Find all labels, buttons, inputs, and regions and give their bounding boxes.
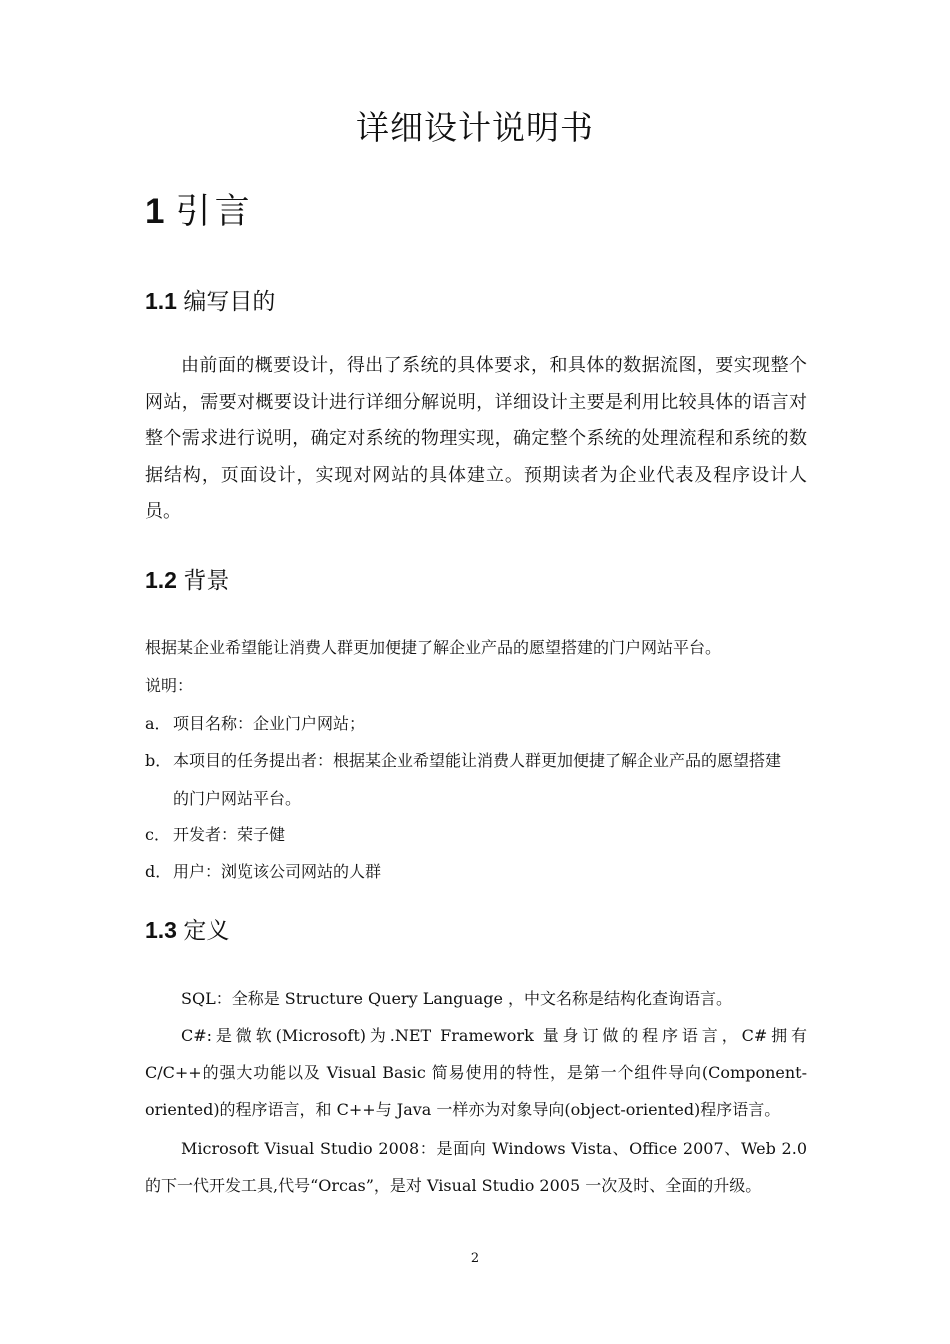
definition-csharp: C#:是微软(Microsoft)为.NET Framework 量身订做的程序语言，C#拥有 C/C++的强大功能以及 Visual Basic 简易使用的特性，是第一个组件导向(Component-oriented)的程序语言，和 C++与 Java 一样亦为对象导向(object-oriented)程序语言。: [145, 1026, 807, 1119]
list-item-b: [145, 748, 815, 771]
section-1-1-body: 由前面的概要设计，得出了系统的具体要求，和具体的数据流图，要实现整个网站，需要对概要设计进行详细分解说明，详细设计主要是利用比较具体的语言对整个需求进行说明，确定对系统的物理实现，确定整个系统的处理流程和系统的数据结构，页面设计，实现对网站的具体建立。预期读者为企业代表及程序设计人员。: [145, 355, 807, 522]
definition-visual-studio: Microsoft Visual Studio 2008：是面向 Windows Vista、Office 2007、Web 2.0 的下一代开发工具,代号“Orcas”，是对 Visual Studio 2005 一次及时、全面的升级。: [145, 1139, 807, 1195]
list-item-a: [145, 711, 815, 734]
list-marker: b．: [145, 751, 172, 770]
section-1-heading: [145, 184, 254, 234]
list-item-d: [145, 859, 815, 882]
section-1-3-heading: [145, 912, 229, 945]
list-marker: c．: [145, 825, 170, 844]
page-number: 2: [470, 1251, 480, 1266]
section-1-3-number: 1.3: [145, 917, 177, 943]
section-1-2-title: 背景: [183, 568, 230, 594]
section-1-number: 1: [145, 192, 165, 231]
definition-sql: SQL：全称是 Structure Query Language ，中文名称是结构化查询语言。: [181, 989, 733, 1008]
background-intro: 根据某企业希望能让消费人群更加便捷了解企业产品的愿望搭建的门户网站平台。: [145, 638, 722, 657]
section-1-1-number: 1.1: [145, 288, 177, 314]
list-item-text: 开发者：荣子健: [173, 825, 286, 844]
list-item-text: 本项目的任务提出者：根据某企业希望能让消费人群更加便捷了解企业产品的愿望搭建: [173, 751, 782, 770]
section-1-2-number: 1.2: [145, 567, 177, 593]
list-item-text: 项目名称：企业门户网站；: [173, 714, 366, 733]
list-marker: a．: [145, 714, 171, 733]
document-title: 详细设计说明书: [356, 108, 594, 147]
section-1-title: 引言: [175, 192, 254, 232]
list-item-text: 用户：浏览该公司网站的人群: [173, 862, 382, 881]
section-1-2-heading: [145, 562, 229, 595]
section-1-1-heading: [145, 283, 275, 316]
note-label: 说明：: [145, 676, 194, 695]
section-1-1-title: 编写目的: [183, 289, 276, 315]
section-1-3-title: 定义: [183, 918, 230, 944]
list-marker: d．: [145, 862, 172, 881]
list-item-c: [145, 822, 815, 845]
list-item-b-continuation: 的门户网站平台。: [173, 789, 302, 808]
